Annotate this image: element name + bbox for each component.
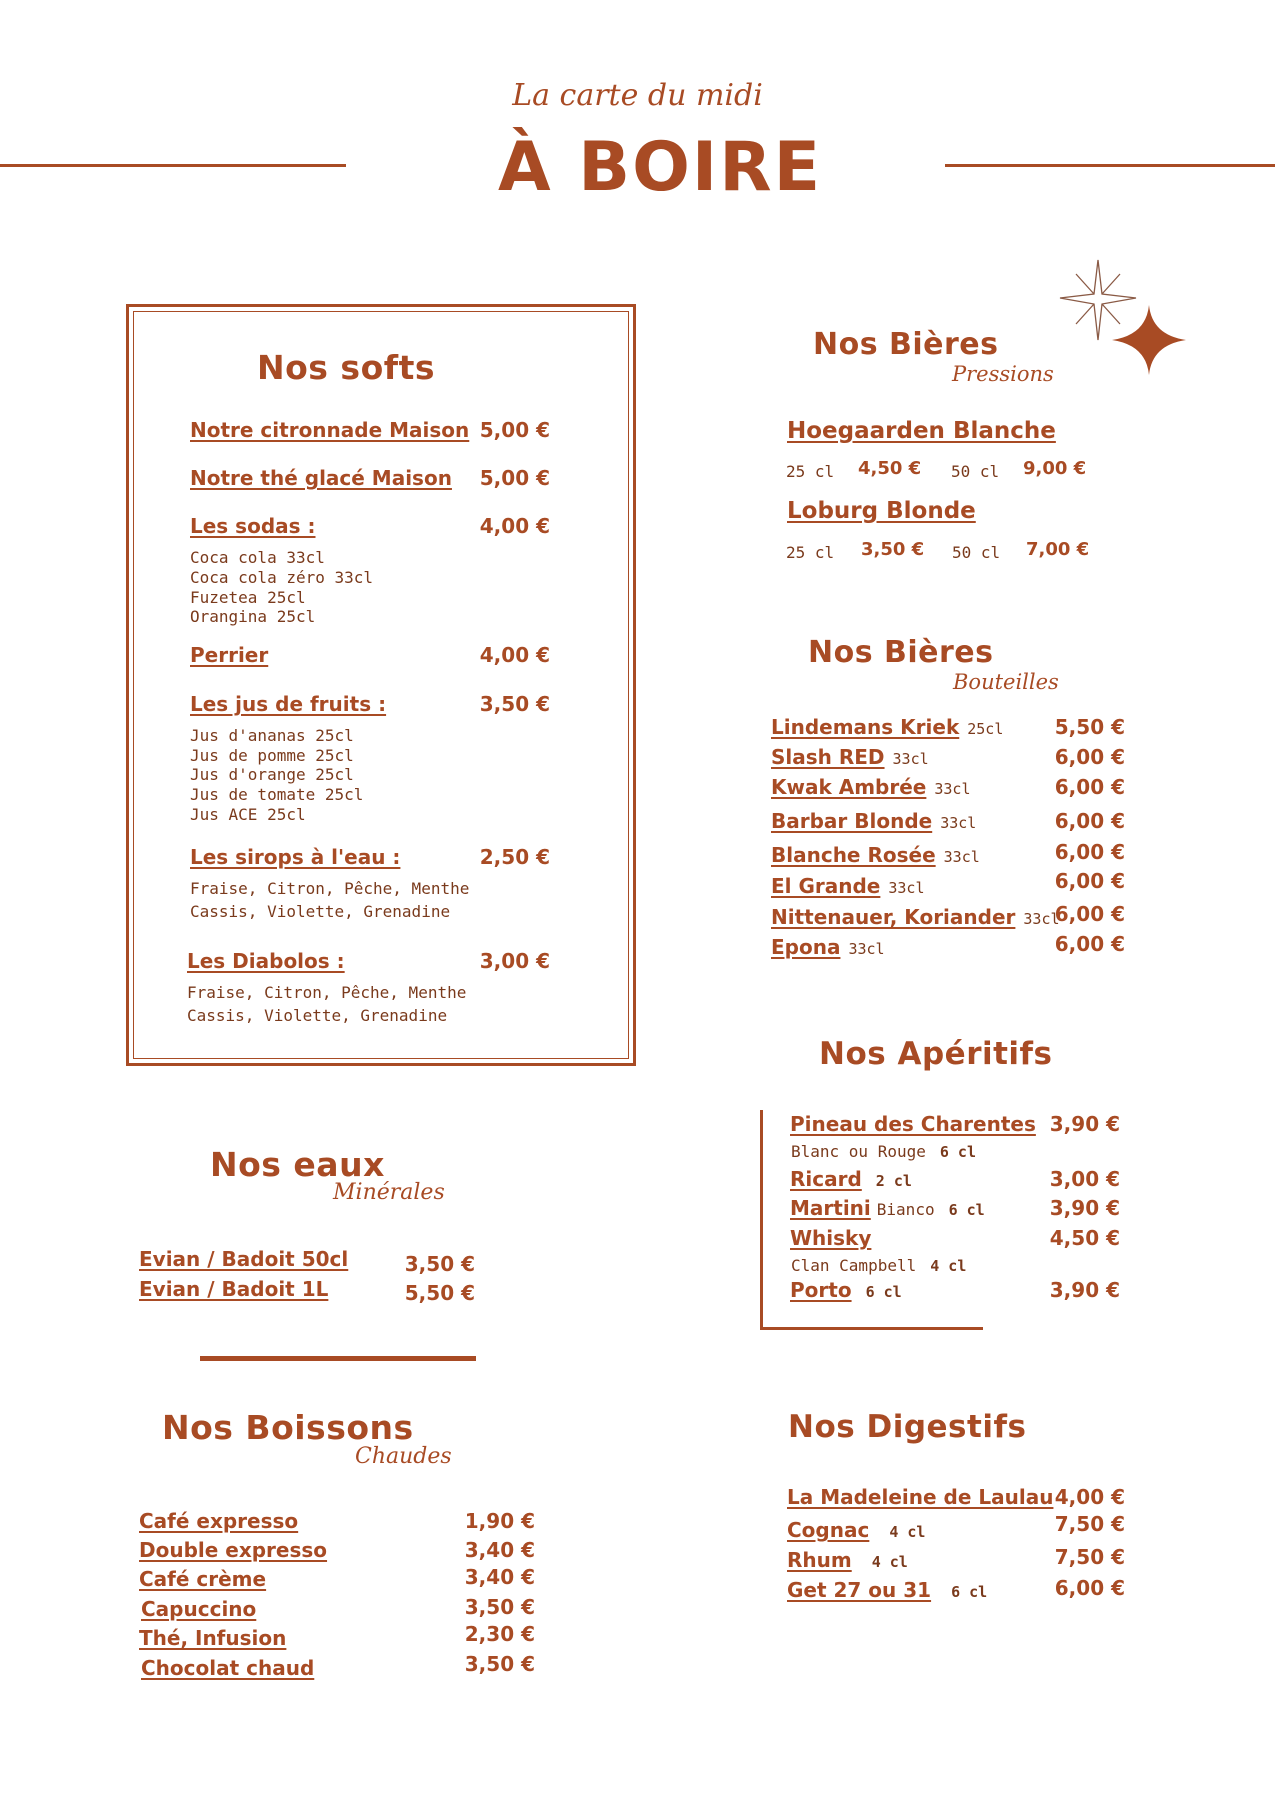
eaux-title: Nos eaux [210, 1145, 385, 1184]
digestif-volume: 4 cl [871, 1553, 908, 1571]
softs-item-diabolos: Les Diabolos : [187, 949, 345, 973]
bouteille-name: Lindemans Kriek [771, 715, 960, 739]
bouteille-volume: 25cl [967, 720, 1004, 738]
bouteille-name: Epona [771, 935, 841, 959]
aperitif-volume: 6 cl [939, 1143, 976, 1161]
softs-price-sodas: 4,00 € [479, 514, 550, 538]
bouteille-name: El Grande [771, 874, 881, 898]
aperitif-row [790, 1278, 902, 1302]
aperitif-note: Blanc ou Rouge [791, 1142, 926, 1161]
softs-title: Nos softs [257, 348, 436, 387]
bieres-pression-title: Nos Bières [813, 327, 999, 362]
bouteille-volume: 33cl [934, 780, 971, 798]
softs-sodas-detail: Fuzetea 25cl [190, 588, 306, 607]
softs-sodas-detail: Coca cola 33cl [190, 548, 325, 567]
aperitif-price: 4,50 € [1049, 1226, 1120, 1250]
softs-jus-detail: Jus d'orange 25cl [190, 765, 354, 784]
aperitif-price: 3,90 € [1049, 1196, 1120, 1220]
digestif-row [787, 1548, 908, 1572]
bieres-pression-subtitle: Pressions [952, 362, 1054, 386]
aperitif-note-row [791, 1256, 966, 1275]
page-title: À BOIRE [497, 128, 823, 207]
softs-jus-detail: Jus de tomate 25cl [190, 785, 364, 804]
bouteille-price: 6,00 € [1054, 932, 1125, 956]
digestif-volume: 6 cl [951, 1583, 988, 1601]
softs-jus-detail: Jus ACE 25cl [190, 805, 306, 824]
softs-sodas-detail: Coca cola zéro 33cl [190, 568, 374, 587]
aperitif-volume: 6 cl [948, 1201, 985, 1219]
digestif-row [787, 1578, 987, 1602]
softs-item-sodas: Les sodas : [190, 514, 316, 538]
digestif-price: 6,00 € [1054, 1576, 1125, 1600]
bouteille-volume: 33cl [848, 940, 885, 958]
aperitif-volume: 6 cl [865, 1283, 902, 1301]
digestif-price: 4,00 € [1054, 1485, 1125, 1509]
softs-price-the-glace: 5,00 € [479, 466, 550, 490]
chaude-item: Café expresso [139, 1509, 299, 1533]
aperitif-name: Porto [790, 1278, 852, 1302]
softs-price-sirops: 2,50 € [479, 845, 550, 869]
bouteille-row [771, 905, 1060, 929]
bouteille-volume: 33cl [1023, 910, 1060, 928]
aperitifs-bracket-vertical [760, 1110, 763, 1330]
aperitifs-bracket-horizontal [760, 1327, 983, 1330]
bouteille-volume: 33cl [892, 750, 929, 768]
chaude-price: 2,30 € [464, 1622, 535, 1646]
bouteille-name: Kwak Ambrée [771, 775, 927, 799]
pression-price: 9,00 € [1023, 458, 1087, 479]
softs-price-citronnade: 5,00 € [479, 418, 550, 442]
eaux-item: Evian / Badoit 1L [139, 1277, 329, 1301]
digestif-name: La Madeleine de Laulau [787, 1485, 1054, 1509]
softs-item-sirops: Les sirops à l'eau : [190, 845, 401, 869]
chaude-item: Capuccino [141, 1597, 257, 1621]
eaux-subtitle: Minérales [333, 1180, 445, 1205]
bouteille-name: Slash RED [771, 745, 885, 769]
softs-price-diabolos: 3,00 € [479, 949, 550, 973]
chaude-item: Double expresso [139, 1538, 328, 1562]
bieres-bouteille-title: Nos Bières [808, 635, 994, 670]
pression-item-loburg: Loburg Blonde [787, 498, 976, 524]
section-divider [200, 1356, 476, 1361]
softs-jus-detail: Jus de pomme 25cl [190, 746, 354, 765]
chaude-item: Thé, Infusion [139, 1626, 287, 1650]
aperitif-price: 3,90 € [1049, 1112, 1120, 1136]
digestif-price: 7,50 € [1054, 1545, 1125, 1569]
softs-diabolos-detail: Cassis, Violette, Grenadine [187, 1006, 448, 1025]
header-subtitle: La carte du midi [512, 78, 763, 113]
softs-item-citronnade: Notre citronnade Maison [190, 418, 470, 442]
aperitif-name: Martini [790, 1196, 871, 1220]
softs-sirops-detail: Cassis, Violette, Grenadine [190, 902, 451, 921]
bouteille-row [771, 775, 971, 799]
bouteille-volume: 33cl [943, 848, 980, 866]
pression-size: 25 cl [786, 462, 835, 481]
softs-item-jus: Les jus de fruits : [190, 692, 387, 716]
softs-item-perrier: Perrier [190, 643, 269, 667]
softs-sodas-detail: Orangina 25cl [190, 607, 316, 626]
aperitif-note: Bianco [876, 1200, 935, 1219]
softs-price-jus: 3,50 € [479, 692, 550, 716]
pression-price: 4,50 € [858, 458, 922, 479]
bouteille-price: 6,00 € [1054, 869, 1125, 893]
bouteille-name: Nittenauer, Koriander [771, 905, 1016, 929]
sparkle-filled-icon [1112, 305, 1186, 375]
bieres-bouteille-subtitle: Bouteilles [953, 670, 1059, 694]
chaude-item: Chocolat chaud [141, 1656, 315, 1680]
aperitif-note: Clan Campbell [791, 1256, 917, 1275]
eaux-price: 5,50 € [404, 1281, 475, 1305]
digestif-name: Get 27 ou 31 [787, 1578, 932, 1602]
digestif-volume: 4 cl [889, 1523, 926, 1541]
aperitif-price: 3,00 € [1049, 1167, 1120, 1191]
bouteille-name: Blanche Rosée [771, 843, 936, 867]
digestif-price: 7,50 € [1054, 1512, 1125, 1536]
digestif-row [787, 1518, 925, 1542]
chaude-item: Café crème [139, 1567, 267, 1591]
pression-size: 50 cl [951, 462, 1000, 481]
pression-price: 3,50 € [861, 539, 925, 560]
bouteille-name: Barbar Blonde [771, 809, 933, 833]
bouteille-row [771, 715, 1003, 739]
softs-item-the-glace: Notre thé glacé Maison [190, 466, 452, 490]
bouteille-row [771, 843, 980, 867]
aperitif-volume: 2 cl [875, 1172, 912, 1190]
pression-item-hoegaarden: Hoegaarden Blanche [787, 418, 1056, 444]
pression-size: 50 cl [952, 543, 1001, 562]
eaux-item: Evian / Badoit 50cl [139, 1247, 349, 1271]
softs-jus-detail: Jus d'ananas 25cl [190, 726, 354, 745]
digestifs-title: Nos Digestifs [788, 1409, 1027, 1445]
chaude-price: 3,40 € [464, 1538, 535, 1562]
bouteille-price: 5,50 € [1054, 715, 1125, 739]
bouteille-price: 6,00 € [1054, 809, 1125, 833]
softs-sirops-detail: Fraise, Citron, Pêche, Menthe [190, 879, 470, 898]
pression-price: 7,00 € [1026, 539, 1090, 560]
aperitif-row [790, 1167, 912, 1191]
aperitif-volume: 4 cl [930, 1257, 967, 1275]
bouteille-price: 6,00 € [1054, 745, 1125, 769]
softs-diabolos-detail: Fraise, Citron, Pêche, Menthe [187, 983, 467, 1002]
bouteille-volume: 33cl [940, 814, 977, 832]
bouteille-row [771, 809, 976, 833]
bouteille-price: 6,00 € [1054, 775, 1125, 799]
digestif-name: Rhum [787, 1548, 852, 1572]
bouteille-row [771, 935, 885, 959]
bouteille-row [771, 745, 929, 769]
chaude-price: 3,40 € [464, 1565, 535, 1589]
pression-size: 25 cl [786, 543, 835, 562]
aperitif-price: 3,90 € [1049, 1278, 1120, 1302]
eaux-price: 3,50 € [404, 1252, 475, 1276]
aperitif-name: Whisky [790, 1226, 872, 1250]
chaude-price: 3,50 € [464, 1595, 535, 1619]
aperitif-row [790, 1196, 985, 1220]
chaudes-title: Nos Boissons [162, 1408, 414, 1447]
chaudes-subtitle: Chaudes [355, 1444, 452, 1469]
aperitif-name: Ricard [790, 1167, 862, 1191]
chaude-price: 1,90 € [464, 1509, 535, 1533]
bouteille-row [771, 874, 925, 898]
chaude-price: 3,50 € [464, 1652, 535, 1676]
aperitif-name: Pineau des Charentes [790, 1112, 1036, 1136]
aperitifs-title: Nos Apéritifs [819, 1036, 1053, 1072]
bouteille-price: 6,00 € [1054, 840, 1125, 864]
digestif-name: Cognac [787, 1518, 870, 1542]
bouteille-volume: 33cl [888, 879, 925, 897]
softs-price-perrier: 4,00 € [479, 643, 550, 667]
bouteille-price: 6,00 € [1054, 902, 1125, 926]
aperitif-note-row [791, 1142, 976, 1161]
